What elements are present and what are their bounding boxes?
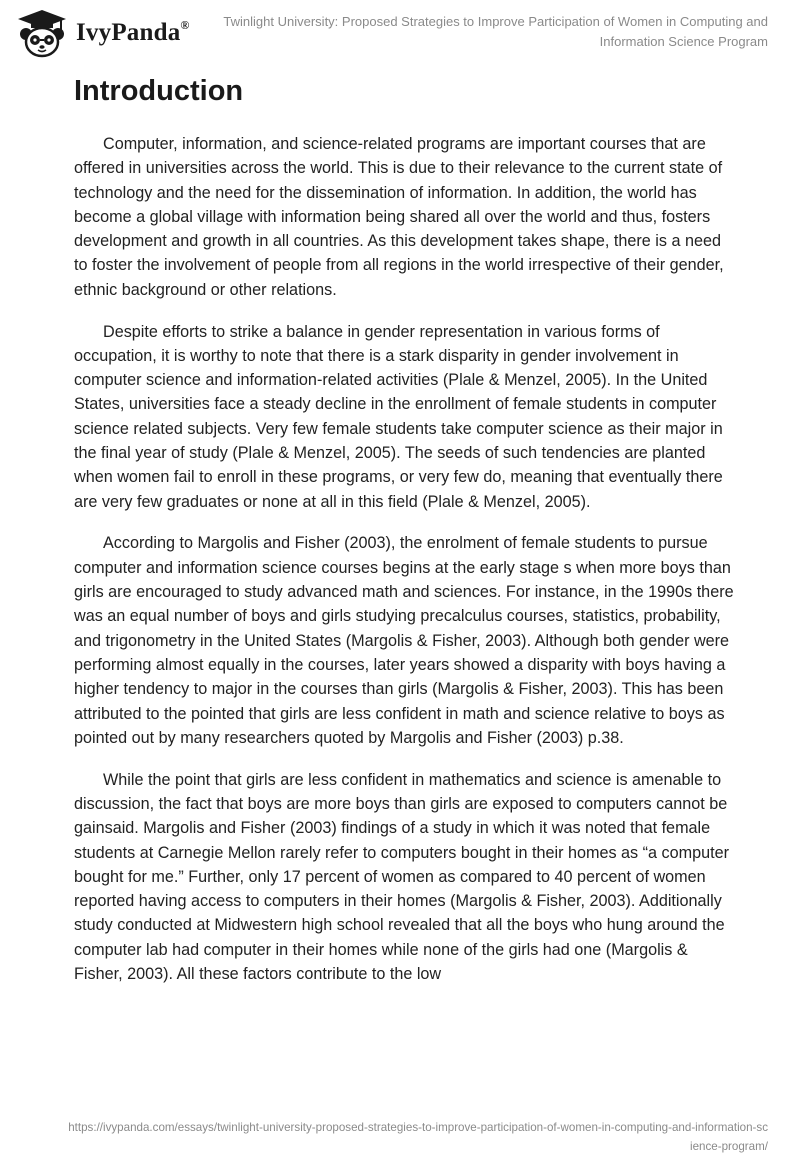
paragraph: Computer, information, and science-related programs are important courses that are offered in universities across the world. This is due to their relevance to the current state of technology and the need for the dissemination of information. In addition, the world has become a global village with information being shared all over the world and thus, fosters development and growth in all countries. As this development takes shape, there is a need to foster the involvement of people from all regions in the world irrespective of their gender, ethnic background or other relations.	[74, 135, 724, 299]
document-header-title: Twinlight University: Proposed Strategies to Improve Participation of Women in Computing and Information Science Program	[223, 14, 768, 49]
panda-graduate-icon	[14, 8, 70, 58]
registered-mark: ®	[180, 17, 190, 32]
paragraph: While the point that girls are less confident in mathematics and science is amenable to discussion, the fact that boys are more boys than girls are exposed to computers cannot be gainsaid. Margolis and Fisher (2003) findings of a study in which it was noted that female students at Carnegie Mellon rarely refer to computers bought in their homes as “a computer bought for me.” Further, only 17 percent of women as compared to 40 percent of women reported having access to computers in their homes (Margolis & Fisher, 2003). Additionally study conducted at Midwestern high school revealed that all the boys who hung around the computer lab had computer in their homes while none of the girls had one (Margolis & Fisher, 2003). All these factors contribute to the low	[74, 770, 730, 983]
source-url[interactable]: https://ivypanda.com/essays/twinlight-university-proposed-strategies-to-improve-participation-of-women-in-computing-and-information-science-program/	[68, 1121, 768, 1153]
section-heading: Introduction	[74, 75, 244, 107]
paragraph: According to Margolis and Fisher (2003), the enrolment of female students to pursue computer and information science courses begins at the early stage s when more boys than girls are encouraged to study advanced math and sciences. For instance, in the 1990s there was an equal number of boys and girls studying precalculus courses, statistics, probability, and trigonometry in the United States (Margolis & Fisher, 2003). Although both gender were performing almost equally in the courses, later years showed a disparity with boys having a higher tendency to major in the courses than girls (Margolis & Fisher, 2003). This has been attributed to the pointed that girls are less confident in math and science relative to boys as pointed out by many researchers quoted by Margolis and Fisher (2003) p.38.	[74, 534, 734, 747]
paragraph: Despite efforts to strike a balance in gender representation in various forms of occupation, it is worthy to note that there is a stark disparity in gender involvement in computer science and information-related activities (Plale & Menzel, 2005). In the United States, universities face a steady decline in the enrollment of female students in computer science related subjects. Very few female students take computer science as their major in the final year of study (Plale & Menzel, 2005). The seeds of such tendencies are planted when women fail to enroll in these programs, or very few do, meaning that eventually there are very few graduates or none at all in this field (Plale & Menzel, 2005).	[74, 322, 723, 511]
brand-name: IvyPanda®	[76, 17, 190, 46]
brand-logo[interactable]	[14, 8, 190, 58]
article-body	[74, 132, 734, 1004]
